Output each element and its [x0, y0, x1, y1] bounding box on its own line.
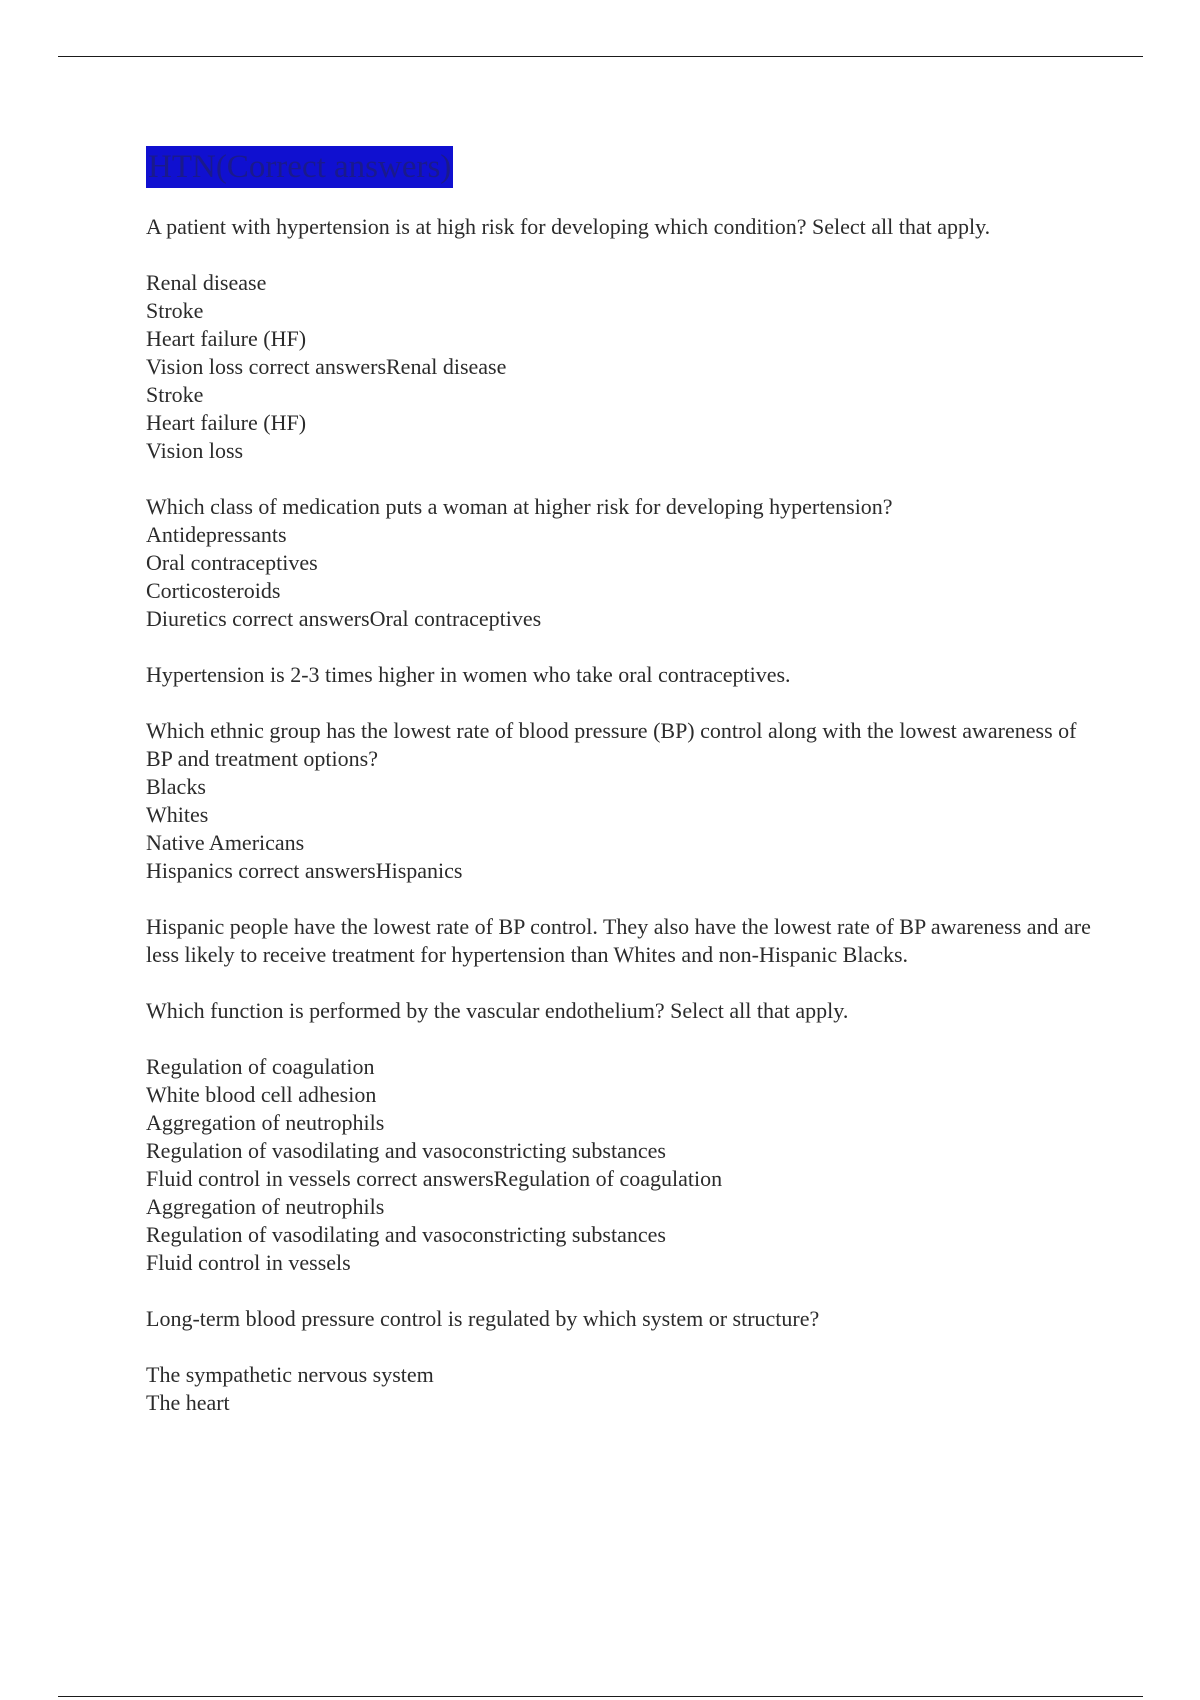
- answer-line: Stroke: [146, 382, 204, 407]
- question-block: [146, 717, 1106, 885]
- document-body: [146, 146, 1106, 1417]
- answer-list: [146, 1361, 1106, 1417]
- answer-line: Whites: [146, 802, 209, 827]
- paragraph: [146, 213, 1106, 241]
- answer-line: Heart failure (HF): [146, 410, 307, 435]
- answer-line: Native Americans: [146, 830, 305, 855]
- answer-line: Corticosteroids: [146, 578, 281, 603]
- answer-line: Vision loss: [146, 438, 244, 463]
- document-title: HTN(Correct answers): [146, 146, 453, 188]
- rationale-text: Hispanic people have the lowest rate of BP control. They also have the lowest rate of BP awareness and are less likely to receive treatment for hypertension than Whites and non-Hispanic Blacks.: [146, 914, 1097, 967]
- rationale: [146, 661, 1106, 689]
- answer-line: Diuretics correct answersOral contraceptives: [146, 606, 542, 631]
- answer-line: The heart: [146, 1390, 230, 1415]
- answer-line: Aggregation of neutrophils: [146, 1110, 385, 1135]
- question-text: Which function is performed by the vascular endothelium? Select all that apply.: [146, 998, 849, 1023]
- rationale: [146, 913, 1106, 969]
- answer-line: Oral contraceptives: [146, 550, 318, 575]
- answer-line: Regulation of coagulation: [146, 1054, 375, 1079]
- answer-list: [146, 1053, 1106, 1277]
- paragraph: [146, 997, 1106, 1025]
- rationale-text: Hypertension is 2-3 times higher in women who take oral contraceptives.: [146, 662, 791, 687]
- answer-line: Fluid control in vessels: [146, 1250, 351, 1275]
- answer-line: Regulation of vasodilating and vasoconstricting substances: [146, 1222, 666, 1247]
- top-rule: [58, 56, 1143, 57]
- bottom-rule: [58, 1696, 1143, 1697]
- answer-list: [146, 269, 1106, 465]
- question-text: Which ethnic group has the lowest rate of blood pressure (BP) control along with the lowest awareness of BP and treatment options?: [146, 718, 1082, 771]
- answer-line: Heart failure (HF): [146, 326, 307, 351]
- answer-line: The sympathetic nervous system: [146, 1362, 434, 1387]
- answer-line: Vision loss correct answersRenal disease: [146, 354, 507, 379]
- answer-line: Aggregation of neutrophils: [146, 1194, 385, 1219]
- answer-line: Fluid control in vessels correct answersRegulation of coagulation: [146, 1166, 723, 1191]
- answer-line: Renal disease: [146, 270, 267, 295]
- answer-line: Blacks: [146, 774, 206, 799]
- answer-line: Regulation of vasodilating and vasoconstricting substances: [146, 1138, 666, 1163]
- question-block: [146, 493, 1106, 633]
- answer-line: Antidepressants: [146, 522, 287, 547]
- question-text: A patient with hypertension is at high risk for developing which condition? Select all that apply.: [146, 214, 991, 239]
- question-text: Which class of medication puts a woman at higher risk for developing hypertension?: [146, 494, 893, 519]
- question-text: Long-term blood pressure control is regulated by which system or structure?: [146, 1306, 820, 1331]
- paragraph: [146, 1305, 1106, 1333]
- answer-line: White blood cell adhesion: [146, 1082, 377, 1107]
- answer-line: Stroke: [146, 298, 204, 323]
- answer-line: Hispanics correct answersHispanics: [146, 858, 463, 883]
